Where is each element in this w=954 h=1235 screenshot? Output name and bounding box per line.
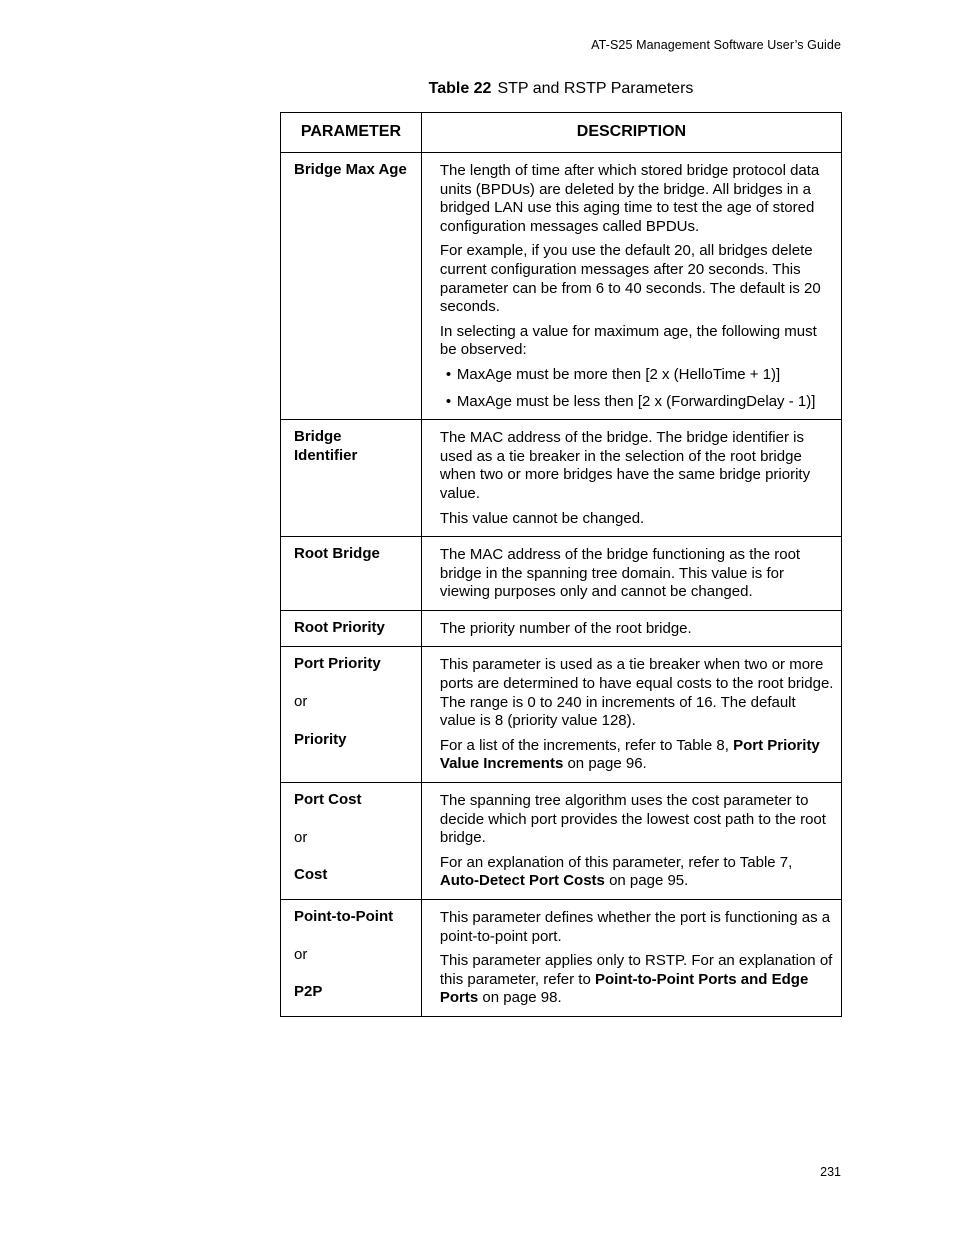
description-paragraph: The length of time after which stored bridge protocol data units (BPDUs) are deleted by the bridge. All bridges in a bridged LAN use this aging time to test the age of stored configuration messages called BPDUs.: [439, 162, 820, 235]
parameter-cell: [281, 647, 422, 783]
description-paragraph: In selecting a value for maximum age, the following must be observed:: [439, 322, 817, 359]
parameter-cell: [281, 420, 422, 537]
parameter-name: Port Cost: [294, 791, 362, 809]
parameter-name: Bridge Max Age: [294, 161, 407, 178]
bullet-item: [440, 393, 835, 412]
table-row: [281, 610, 842, 647]
page-number: 231: [820, 1165, 841, 1179]
reference-link[interactable]: Point-to-Point Ports and Edge Ports: [439, 970, 809, 1007]
description-cell: [421, 900, 841, 1017]
reference-text: This parameter applies only to RSTP. For an explanation of this parameter, refer to: [439, 952, 833, 988]
table-row: [281, 420, 842, 537]
parameter-alt-name: P2P: [294, 983, 323, 1001]
description-paragraph: For example, if you use the default 20, all bridges delete current configuration messages after 20 seconds. This parameter can be from 6 to 40 seconds. The default is 20 seconds.: [439, 242, 821, 316]
bullet-text: MaxAge must be more then [2 x (HelloTime + 1)]: [456, 365, 781, 383]
column-header-description: DESCRIPTION: [421, 113, 841, 153]
description-paragraph: This parameter is used as a tie breaker when two or more ports are determined to have equal costs to the root bridge. The range is 0 to 240 in increments of 16. The default value is 8 (priority value 128).: [439, 656, 834, 730]
description-paragraph: This parameter defines whether the port is functioning as a point-to-point port.: [439, 909, 831, 945]
reference-text: on page 95.: [604, 872, 689, 890]
description-cell: [421, 783, 841, 900]
table-caption: [280, 80, 842, 98]
or-label: or: [294, 945, 308, 963]
parameter-cell: [281, 783, 422, 900]
description-paragraph: The MAC address of the bridge. The bridge identifier is used as a tie breaker in the selection of the root bridge when two or more bridges have the same bridge priority value.: [439, 429, 811, 502]
parameter-cell: [281, 537, 422, 611]
parameter-name: Bridge Identifier: [294, 428, 358, 464]
table-row: [281, 153, 842, 420]
table-title: STP and RSTP Parameters: [497, 80, 694, 97]
reference-text: For a list of the increments, refer to Table 8,: [439, 736, 734, 754]
bullet-icon: •: [445, 392, 452, 410]
table-number: Table 22: [428, 80, 492, 97]
description-paragraph: This value cannot be changed.: [439, 509, 645, 527]
description-paragraph: The priority number of the root bridge.: [439, 619, 692, 637]
reference-text: on page 96.: [563, 755, 647, 773]
parameter-alt-name: Priority: [294, 730, 347, 748]
description-cell: [421, 610, 841, 647]
reference-paragraph: [440, 737, 835, 774]
table-row: [281, 537, 842, 611]
description-cell: [421, 153, 841, 420]
description-cell: [421, 647, 841, 783]
parameter-name: Root Priority: [294, 618, 385, 636]
or-label: or: [294, 828, 308, 846]
parameter-name: Point-to-Point: [294, 908, 394, 925]
table-row: [281, 900, 842, 1017]
table-row: [281, 647, 842, 783]
description-paragraph: The MAC address of the bridge functioning as the root bridge in the spanning tree domain. This value is for viewing purposes only and cannot be changed.: [439, 546, 801, 601]
reference-link[interactable]: Port Priority Value Increments: [439, 736, 820, 773]
bullet-item: [440, 366, 835, 385]
parameter-name: Port Priority: [294, 655, 381, 673]
parameter-cell: [281, 610, 422, 647]
or-label: or: [294, 693, 308, 711]
description-cell: [421, 420, 841, 537]
table-header-row: [281, 113, 842, 153]
reference-paragraph: [440, 854, 835, 891]
parameter-name: Root Bridge: [294, 545, 380, 563]
reference-text: on page 98.: [478, 989, 562, 1007]
parameter-cell: [281, 900, 422, 1017]
description-paragraph: The spanning tree algorithm uses the cost parameter to decide which port provides the lowest cost path to the root bridge.: [439, 792, 826, 847]
table-row: [281, 783, 842, 900]
parameters-table: [280, 112, 842, 1017]
parameter-alt-name: Cost: [294, 866, 328, 884]
running-header: AT-S25 Management Software User’s Guide: [591, 38, 841, 52]
reference-link[interactable]: Auto-Detect Port Costs: [439, 872, 605, 890]
bullet-icon: •: [445, 365, 452, 383]
reference-text: For an explanation of this parameter, refer to Table 7,: [439, 853, 793, 871]
description-cell: [421, 537, 841, 611]
reference-paragraph: [440, 952, 835, 1008]
parameter-cell: [281, 153, 422, 420]
column-header-parameter: PARAMETER: [281, 113, 422, 153]
bullet-text: MaxAge must be less then [2 x (ForwardingDelay - 1)]: [456, 392, 816, 410]
